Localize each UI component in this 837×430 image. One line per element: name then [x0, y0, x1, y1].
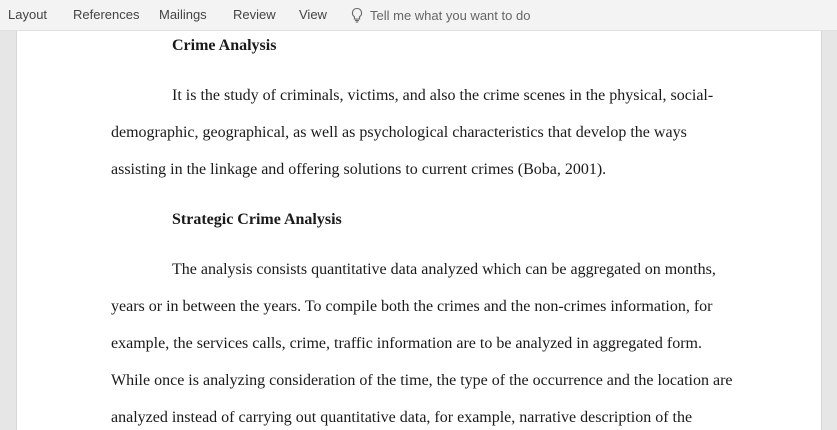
- heading-strategic-crime-analysis: Strategic Crime Analysis: [172, 211, 342, 228]
- document-canvas: [0, 31, 837, 430]
- lightbulb-icon: [350, 7, 364, 23]
- tab-layout[interactable]: Layout: [8, 7, 48, 22]
- tab-references[interactable]: References: [73, 7, 140, 22]
- paragraph-line: example, the services calls, crime, traffic information are to be analyzed in aggregated form.: [111, 335, 702, 352]
- paragraph-line: years or in between the years. To compile both the crimes and the non-crimes information, for: [111, 298, 713, 315]
- paragraph-line: analyzed instead of carrying out quantitative data, for example, narrative description of the: [111, 409, 693, 426]
- paragraph-line: assisting in the linkage and offering solutions to current crimes (Boba, 2001).: [111, 161, 607, 178]
- tell-me-placeholder: Tell me what you want to do: [370, 7, 531, 23]
- paragraph-line: It is the study of criminals, victims, and also the crime scenes in the physical, social-: [172, 87, 714, 104]
- heading-crime-analysis: Crime Analysis: [172, 37, 277, 54]
- tab-mailings[interactable]: Mailings: [159, 7, 207, 22]
- paragraph-line: The analysis consists quantitative data analyzed which can be aggregated on months,: [172, 261, 716, 278]
- tell-me-search[interactable]: [350, 5, 530, 25]
- document-page[interactable]: [16, 31, 822, 430]
- ribbon-tab-bar: [0, 0, 837, 31]
- tab-view[interactable]: View: [299, 7, 327, 22]
- tab-review[interactable]: Review: [233, 7, 276, 22]
- paragraph-line: demographic, geographical, as well as psychological characteristics that develop the ways: [111, 124, 687, 141]
- paragraph-line: While once is analyzing consideration of the time, the type of the occurrence and the location are: [111, 372, 733, 389]
